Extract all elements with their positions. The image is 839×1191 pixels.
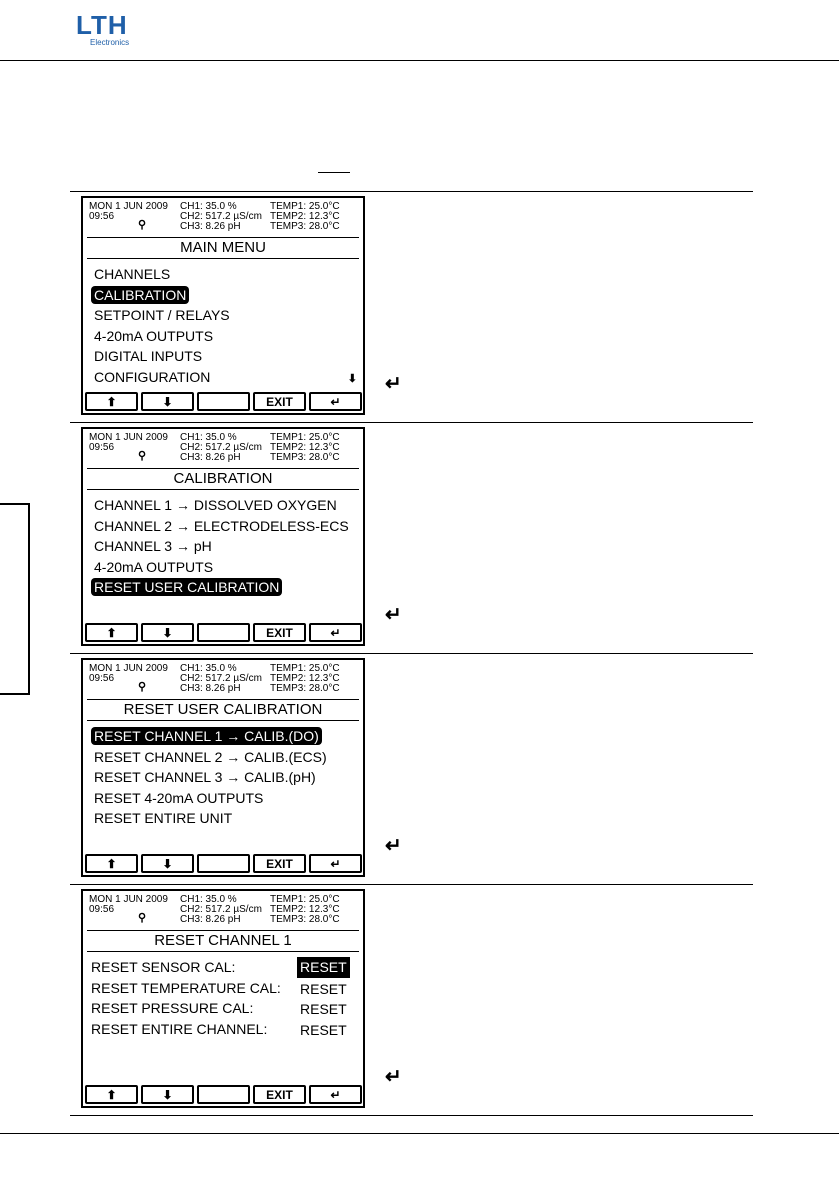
lcd-screen xyxy=(81,889,365,1108)
status-bar xyxy=(83,429,363,469)
reset-button[interactable]: RESET xyxy=(300,1021,347,1038)
enter-icon: ↵ xyxy=(330,625,341,640)
logo-text: LTH xyxy=(76,10,128,40)
menu-item-label: RESET CHANNEL 3 → CALIB.(pH) xyxy=(94,769,316,786)
reset-row xyxy=(91,957,361,978)
status-temp1: TEMP1: 25.0°C xyxy=(270,201,340,212)
screen-title: RESET USER CALIBRATION xyxy=(123,701,323,718)
menu-item[interactable] xyxy=(91,767,330,788)
status-bar xyxy=(83,891,363,931)
lcd-screen xyxy=(81,427,365,646)
side-section-tab xyxy=(0,503,30,695)
lcd-screen xyxy=(81,196,365,415)
down-arrow-icon: ⬇ xyxy=(162,394,173,409)
softkey-bar xyxy=(85,623,361,642)
status-time: 09:56 xyxy=(89,904,115,915)
footer-rule xyxy=(0,1133,839,1134)
menu-item-label: DIGITAL INPUTS xyxy=(94,348,203,365)
enter-key-icon: ↵ xyxy=(385,373,402,395)
menu-item[interactable] xyxy=(91,536,352,557)
reset-button[interactable]: RESET xyxy=(300,1001,347,1018)
menu-item[interactable] xyxy=(91,726,330,747)
menu-item-label: 4-20mA OUTPUTS xyxy=(94,327,214,344)
title-rule-bottom xyxy=(87,489,359,490)
menu-item[interactable] xyxy=(91,367,233,388)
softkey-label: EXIT xyxy=(266,625,293,640)
status-date: MON 1 JUN 2009 xyxy=(89,201,168,212)
menu-list xyxy=(91,957,361,1039)
menu-item[interactable] xyxy=(91,495,352,516)
enter-key-icon: ↵ xyxy=(385,1066,402,1088)
status-bar xyxy=(83,660,363,700)
exit-button[interactable] xyxy=(253,392,306,411)
screen-title: RESET CHANNEL 1 xyxy=(154,932,292,949)
softkey-bar xyxy=(85,392,361,411)
status-ch3: CH3: 8.26 pH xyxy=(180,683,241,694)
status-temp2: TEMP2: 12.3°C xyxy=(270,211,340,222)
up-arrow-icon: ⬆ xyxy=(106,394,117,409)
reset-row-label: RESET SENSOR CAL: xyxy=(91,959,236,975)
up-arrow-button[interactable] xyxy=(85,392,138,411)
up-arrow-button[interactable] xyxy=(85,854,138,873)
title-rule-bottom xyxy=(87,258,359,259)
softkey-bar xyxy=(85,1085,361,1104)
menu-item-label: SETPOINT / RELAYS xyxy=(94,307,230,324)
table-rule xyxy=(70,884,753,885)
enter-key-icon: ↵ xyxy=(385,835,402,857)
reset-row-label: RESET ENTIRE CHANNEL: xyxy=(91,1020,268,1037)
exit-button[interactable] xyxy=(253,854,306,873)
title-rule-top xyxy=(87,468,359,469)
menu-item[interactable] xyxy=(91,747,330,768)
reset-button[interactable]: RESET xyxy=(300,980,347,997)
status-time: 09:56 xyxy=(89,442,115,453)
blank-softkey[interactable] xyxy=(197,392,250,411)
status-time: 09:56 xyxy=(89,673,115,684)
status-temp3: TEMP3: 28.0°C xyxy=(270,914,340,925)
up-arrow-icon: ⬆ xyxy=(106,625,117,640)
down-arrow-button[interactable] xyxy=(141,392,194,411)
menu-item[interactable] xyxy=(91,326,233,347)
up-arrow-icon: ⬆ xyxy=(106,856,117,871)
softkey-bar xyxy=(85,854,361,873)
enter-key-icon: ↵ xyxy=(385,604,402,626)
status-ch3: CH3: 8.26 pH xyxy=(180,221,241,232)
enter-icon: ↵ xyxy=(330,856,341,871)
blank-softkey[interactable] xyxy=(197,1085,250,1104)
status-temp1: TEMP1: 25.0°C xyxy=(270,432,340,443)
status-temp3: TEMP3: 28.0°C xyxy=(270,221,340,232)
menu-item[interactable] xyxy=(91,516,352,537)
title-rule-bottom xyxy=(87,720,359,721)
up-arrow-button[interactable] xyxy=(85,1085,138,1104)
status-bar xyxy=(83,198,363,238)
status-date: MON 1 JUN 2009 xyxy=(89,432,168,443)
reset-row xyxy=(91,1019,361,1040)
menu-item[interactable] xyxy=(91,788,330,809)
menu-item[interactable] xyxy=(91,808,330,829)
menu-item-label: CHANNEL 2 → ELECTRODELESS-ECS xyxy=(94,517,349,534)
lock-key-icon: ⚲ xyxy=(138,450,147,462)
title-rule-bottom xyxy=(87,951,359,952)
status-ch1: CH1: 35.0 % xyxy=(180,663,237,674)
status-ch3: CH3: 8.26 pH xyxy=(180,452,241,463)
status-ch1: CH1: 35.0 % xyxy=(180,201,237,212)
status-ch1: CH1: 35.0 % xyxy=(180,432,237,443)
status-temp2: TEMP2: 12.3°C xyxy=(270,442,340,453)
status-temp1: TEMP1: 25.0°C xyxy=(270,894,340,905)
exit-button[interactable] xyxy=(253,1085,306,1104)
down-arrow-icon: ⬇ xyxy=(162,856,173,871)
status-ch1: CH1: 35.0 % xyxy=(180,894,237,905)
exit-button[interactable] xyxy=(253,623,306,642)
enter-icon: ↵ xyxy=(330,1087,341,1102)
status-temp2: TEMP2: 12.3°C xyxy=(270,904,340,915)
blank-softkey[interactable] xyxy=(197,623,250,642)
scroll-down-icon: ⬇ xyxy=(347,373,357,385)
lock-key-icon: ⚲ xyxy=(138,681,147,693)
underline-mark xyxy=(318,172,350,173)
menu-item-label: RESET CHANNEL 1 → CALIB.(DO) xyxy=(91,727,322,745)
status-temp1: TEMP1: 25.0°C xyxy=(270,663,340,674)
status-date: MON 1 JUN 2009 xyxy=(89,663,168,674)
blank-softkey[interactable] xyxy=(197,854,250,873)
menu-item[interactable] xyxy=(91,264,233,285)
table-rule xyxy=(70,653,753,654)
menu-list xyxy=(91,495,352,598)
enter-button[interactable] xyxy=(309,1085,362,1104)
reset-row-label: RESET PRESSURE CAL: xyxy=(91,1000,254,1017)
header-rule xyxy=(0,60,839,61)
reset-row-label: RESET TEMPERATURE CAL: xyxy=(91,979,281,996)
status-temp3: TEMP3: 28.0°C xyxy=(270,683,340,694)
reset-row xyxy=(91,978,361,999)
menu-item-label: CHANNEL 3 → pH xyxy=(94,538,212,555)
down-arrow-icon: ⬇ xyxy=(162,625,173,640)
status-date: MON 1 JUN 2009 xyxy=(89,894,168,905)
up-arrow-button[interactable] xyxy=(85,623,138,642)
lock-key-icon: ⚲ xyxy=(138,219,147,231)
menu-item[interactable] xyxy=(91,557,352,578)
lcd-screen xyxy=(81,658,365,877)
menu-item-label: CHANNEL 1 → DISSOLVED OXYGEN xyxy=(94,497,337,513)
lock-key-icon: ⚲ xyxy=(138,912,147,924)
menu-item-label: CONFIGURATION xyxy=(94,368,211,385)
menu-list xyxy=(91,726,330,829)
table-rule xyxy=(70,191,753,192)
menu-item-label: RESET USER CALIBRATION xyxy=(91,578,282,596)
menu-item[interactable] xyxy=(91,285,233,306)
table-rule xyxy=(70,422,753,423)
enter-button[interactable] xyxy=(309,392,362,411)
softkey-label: EXIT xyxy=(266,856,293,871)
title-rule-top xyxy=(87,930,359,931)
status-ch2: CH2: 517.2 µS/cm xyxy=(180,211,262,222)
status-time: 09:56 xyxy=(89,211,115,222)
down-arrow-button[interactable] xyxy=(141,623,194,642)
down-arrow-icon: ⬇ xyxy=(162,1087,173,1102)
enter-icon: ↵ xyxy=(330,394,341,409)
table-rule xyxy=(70,1115,753,1116)
enter-button[interactable] xyxy=(309,854,362,873)
menu-item-label: RESET CHANNEL 2 → CALIB.(ECS) xyxy=(94,748,327,765)
reset-button[interactable]: RESET xyxy=(297,957,350,978)
enter-button[interactable] xyxy=(309,623,362,642)
menu-item-label: 4-20mA OUTPUTS xyxy=(94,558,214,575)
menu-item-label: CALIBRATION xyxy=(91,286,189,304)
status-ch2: CH2: 517.2 µS/cm xyxy=(180,904,262,915)
title-rule-top xyxy=(87,237,359,238)
logo-subtext: Electronics xyxy=(90,38,130,47)
down-arrow-button[interactable] xyxy=(141,854,194,873)
status-ch2: CH2: 517.2 µS/cm xyxy=(180,442,262,453)
status-temp2: TEMP2: 12.3°C xyxy=(270,673,340,684)
lth-logo xyxy=(76,12,138,48)
status-ch3: CH3: 8.26 pH xyxy=(180,914,241,925)
menu-list xyxy=(91,264,233,388)
softkey-label: EXIT xyxy=(266,1087,293,1102)
screen-title: CALIBRATION xyxy=(173,470,273,487)
title-rule-top xyxy=(87,699,359,700)
softkey-label: EXIT xyxy=(266,394,293,409)
reset-row xyxy=(91,998,361,1019)
up-arrow-icon: ⬆ xyxy=(106,1087,117,1102)
status-temp3: TEMP3: 28.0°C xyxy=(270,452,340,463)
down-arrow-button[interactable] xyxy=(141,1085,194,1104)
menu-item[interactable] xyxy=(91,577,352,598)
menu-item[interactable] xyxy=(91,346,233,367)
menu-item-label: RESET ENTIRE UNIT xyxy=(94,810,233,827)
menu-item-label: CHANNELS xyxy=(94,266,171,282)
status-ch2: CH2: 517.2 µS/cm xyxy=(180,673,262,684)
screen-title: MAIN MENU xyxy=(180,239,266,256)
menu-item-label: RESET 4-20mA OUTPUTS xyxy=(94,789,264,806)
menu-item[interactable] xyxy=(91,305,233,326)
